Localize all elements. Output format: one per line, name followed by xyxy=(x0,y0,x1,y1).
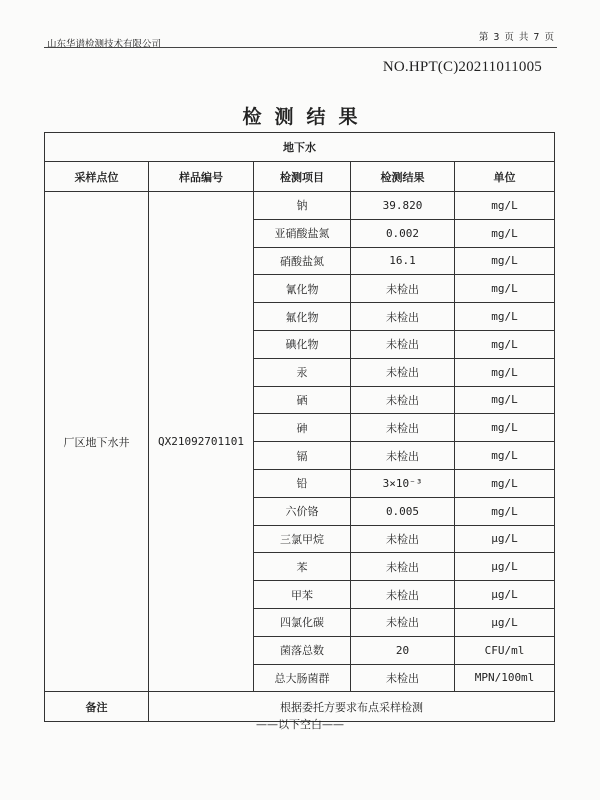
test-result: 0.002 xyxy=(351,219,455,247)
test-item: 碘化物 xyxy=(254,330,351,358)
test-unit: mg/L xyxy=(455,192,555,220)
test-result: 未检出 xyxy=(351,414,455,442)
test-unit: mg/L xyxy=(455,303,555,331)
test-unit: mg/L xyxy=(455,497,555,525)
test-result: 16.1 xyxy=(351,247,455,275)
page-info: 第 3 页 共 7 页 xyxy=(478,32,554,43)
test-unit: mg/L xyxy=(455,247,555,275)
test-item: 甲苯 xyxy=(254,581,351,609)
col-header-location: 采样点位 xyxy=(45,162,149,192)
test-item: 镉 xyxy=(254,442,351,470)
test-result: 未检出 xyxy=(351,581,455,609)
test-result: 未检出 xyxy=(351,664,455,692)
test-item: 铅 xyxy=(254,469,351,497)
test-unit: μg/L xyxy=(455,608,555,636)
remarks-text: 根据委托方要求布点采样检测 xyxy=(149,692,555,722)
test-item: 硝酸盐氮 xyxy=(254,247,351,275)
col-header-unit: 单位 xyxy=(455,162,555,192)
test-unit: μg/L xyxy=(455,525,555,553)
test-unit: mg/L xyxy=(455,275,555,303)
test-item: 汞 xyxy=(254,358,351,386)
test-result: 39.820 xyxy=(351,192,455,220)
test-item: 三氯甲烷 xyxy=(254,525,351,553)
test-item: 菌落总数 xyxy=(254,636,351,664)
test-result: 0.005 xyxy=(351,497,455,525)
test-result: 未检出 xyxy=(351,442,455,470)
test-item: 氰化物 xyxy=(254,275,351,303)
test-result: 未检出 xyxy=(351,386,455,414)
test-result: 未检出 xyxy=(351,608,455,636)
col-header-result: 检测结果 xyxy=(351,162,455,192)
report-number: NO.HPT(C)20211011005 xyxy=(382,59,542,75)
col-header-sample-id: 样品编号 xyxy=(149,162,254,192)
test-result: 未检出 xyxy=(351,358,455,386)
test-unit: CFU/ml xyxy=(455,636,555,664)
results-table xyxy=(44,132,555,722)
remarks-label: 备注 xyxy=(45,692,149,722)
test-unit: mg/L xyxy=(455,414,555,442)
company-name: 山东华谱检测技术有限公司 xyxy=(47,39,162,50)
test-unit: mg/L xyxy=(455,386,555,414)
test-item: 总大肠菌群 xyxy=(254,664,351,692)
test-unit: MPN/100ml xyxy=(455,664,555,692)
header-divider xyxy=(44,47,557,48)
sampling-location: 厂区地下水井 xyxy=(45,192,149,692)
test-item: 钠 xyxy=(254,192,351,220)
test-item: 亚硝酸盐氮 xyxy=(254,219,351,247)
test-result: 未检出 xyxy=(351,553,455,581)
test-item: 氟化物 xyxy=(254,303,351,331)
test-result: 未检出 xyxy=(351,303,455,331)
test-result: 未检出 xyxy=(351,275,455,303)
test-unit: μg/L xyxy=(455,553,555,581)
test-result: 未检出 xyxy=(351,330,455,358)
test-unit: mg/L xyxy=(455,330,555,358)
table-row xyxy=(45,192,555,220)
test-result: 3×10⁻³ xyxy=(351,469,455,497)
col-header-item: 检测项目 xyxy=(254,162,351,192)
test-item: 苯 xyxy=(254,553,351,581)
test-result: 未检出 xyxy=(351,525,455,553)
section-title: 地下水 xyxy=(45,133,555,162)
page-title: 检测结果 xyxy=(242,106,371,128)
test-item: 四氯化碳 xyxy=(254,608,351,636)
test-item: 硒 xyxy=(254,386,351,414)
test-unit: mg/L xyxy=(455,219,555,247)
test-unit: μg/L xyxy=(455,581,555,609)
sample-id: QX21092701101 xyxy=(149,192,254,692)
test-unit: mg/L xyxy=(455,358,555,386)
test-unit: mg/L xyxy=(455,469,555,497)
test-item: 六价铬 xyxy=(254,497,351,525)
test-unit: mg/L xyxy=(455,442,555,470)
test-item: 砷 xyxy=(254,414,351,442)
test-result: 20 xyxy=(351,636,455,664)
end-mark: ——以下空白—— xyxy=(256,718,344,731)
